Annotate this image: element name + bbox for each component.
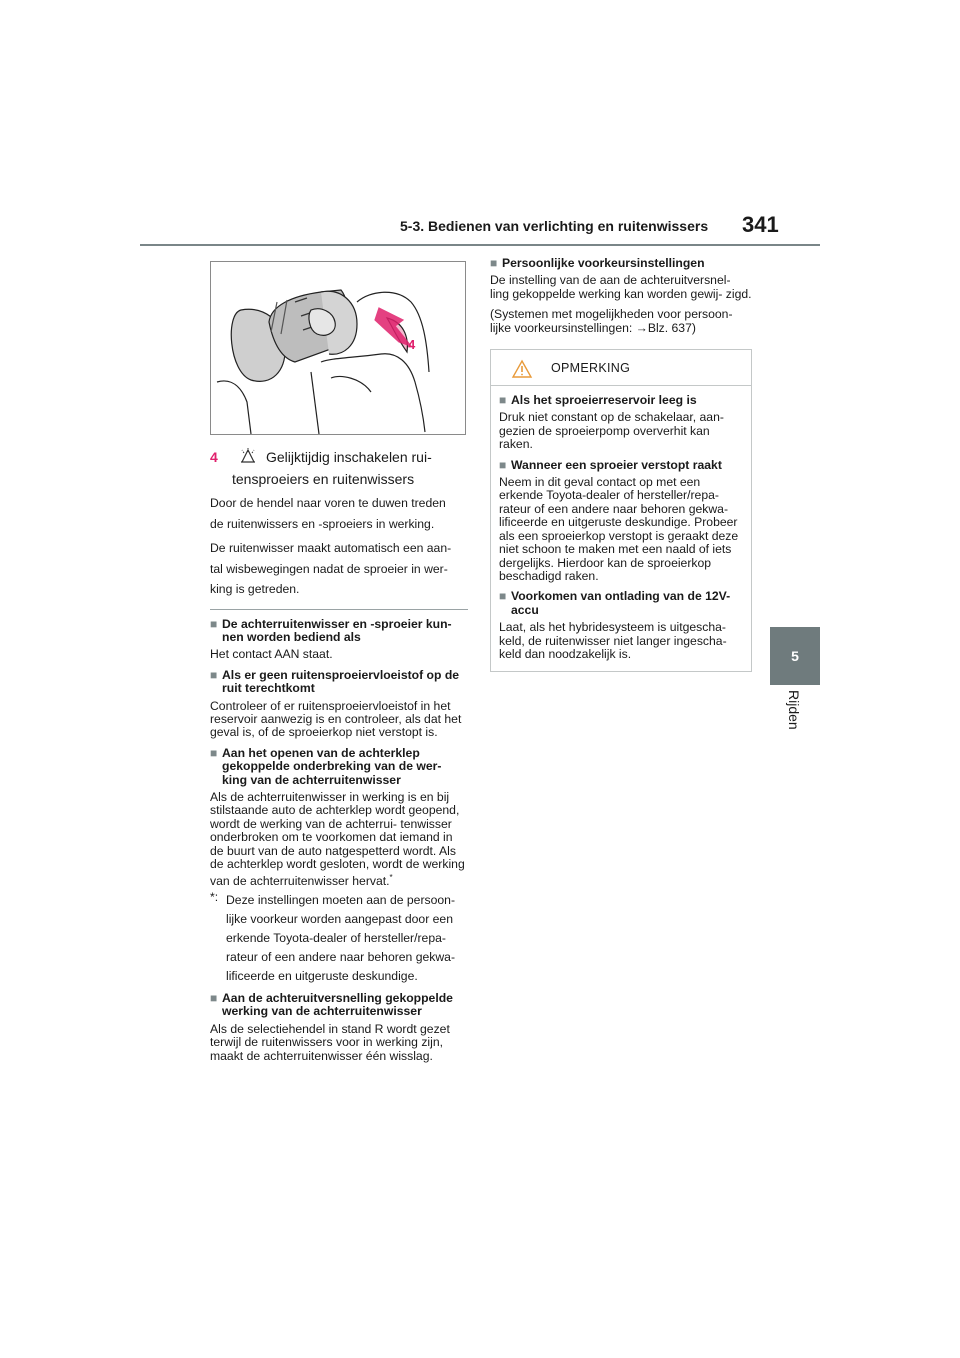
text-reservoir-empty: Druk niet constant op de schakelaar, aan- gezien de sproeierpomp oververhit kan raken. [499,410,724,452]
left-column [210,446,468,1070]
text-tailgate-interrupt: Als de achterruitenwisser in werking is en bij stilstaande auto de achterklep wordt geopend, wordt de werking van de achterrui- tenwisser onderbroken om te voorkomen dat iemand in de buurt van de auto natgespetterd wordt. Als de achterklep wordt gesloten, wordt de werking van de achterruitenwisser hervat.* [210,789,465,889]
text-reverse-wiper: Als de selectiehendel in stand R wordt gezet terwijl de ruitenwissers voor in werking zijn, maakt de achterruitenwisser één wisslag. [210,1021,450,1063]
washer-spray-icon [238,447,258,465]
heading-reservoir-empty: ■ Als het sproeierreservoir leeg is [499,393,697,408]
text-battery-discharge: Laat, als het hybridesysteem is uitgescha- keld, de ruitenwisser niet langer ingescha- keld dan noodzakelijk is. [499,620,727,661]
bullet-square: ■ [210,616,218,631]
heading-tailgate-interrupt: ■ Aan het openen van de achterklep gekoppelde onderbreking van de wer- king van de achterruitenwisser [210,745,442,787]
text-personal-settings-ref: (Systemen met mogelijkheden voor persoon- lijke voorkeursinstellingen: →Blz. 637) [490,307,733,335]
bullet-square: ■ [210,990,218,1005]
chapter-tab[interactable]: 5 [770,627,820,685]
text-operation-condition: Het contact AAN staat. [210,647,333,662]
footnote-text: Deze instellingen moeten aan de persoon- lijke voorkeur worden aangepast door een erkende Toyota-dealer of hersteller/repa- rateur of een andere naar behoren gekwa- lificeerde en uitgeruste deskundige. [226,892,456,983]
text-personal-settings: De instelling van de aan de achteruitversnel- ling gekoppelde werking kan worden gewij- zigd. [490,273,752,301]
wiper-lever-illustration [210,261,466,435]
bullet-square: ■ [490,256,498,270]
section-title: 5-3. Bedienen van verlichting en ruitenwissers [400,218,709,234]
header-rule [140,244,820,246]
page-number: 341 [742,212,779,237]
heading-no-washer-fluid: ■ Als er geen ruitensproeiervloeistof op de ruit terechtkomt [210,667,460,696]
bullet-square: ■ [210,745,218,760]
text-no-washer-fluid: Controleer of er ruitensproeiervloeistof in het reservoir aanwezig is en controleer, als dat het geval is, of de sproeierkop niet verstopt is. [210,698,462,740]
step-line-2: tensproeiers en ruitenwissers [232,471,415,487]
paragraph-1b: de ruitenwissers en -sproeiers in werking. [210,516,435,531]
heading-personal-settings: ■ Persoonlijke voorkeursinstellingen [490,256,705,270]
notice-label: OPMERKING [551,361,631,376]
step-number: 4 [210,449,218,465]
chapter-label [782,690,808,750]
notice-rule [491,385,751,386]
warning-triangle-icon [511,359,533,379]
heading-operation-condition: ■ De achterruitenwisser en -sproeier kun- nen worden bediend als [210,616,452,644]
paragraph-1a: Door de hendel naar voren te duwen treden [210,496,446,510]
chapter-label-text: Rijden [786,690,802,730]
paragraph-2b: tal wisbewegingen nadat de sproeier in wer- [210,561,448,576]
right-column [490,257,752,672]
bullet-square: ■ [499,457,507,472]
heading-battery-discharge: ■ Voorkomen van ontlading van de 12V-accu [499,589,731,617]
step-line-1: Gelijktijdig inschakelen rui- [266,449,432,465]
footnote [210,891,468,986]
bullet-square: ■ [499,393,507,408]
section-divider [210,609,468,610]
illustration-callout: 4 [408,337,416,352]
bullet-square: ■ [499,589,507,604]
footnote-mark: *: [210,889,219,904]
heading-nozzle-blocked: ■ Wanneer een sproeier verstopt raakt [499,457,722,472]
notice-box [490,349,752,672]
step-4 [210,446,468,490]
paragraph-2c: king is getreden. [210,582,300,596]
heading-reverse-wiper: ■ Aan de achteruitversnelling gekoppelde werking van de achterruitenwisser [210,990,453,1019]
text-nozzle-blocked: Neem in dit geval contact op met een erkende Toyota-dealer of hersteller/repa- rateur of een andere naar behoren gekwa- lificeerde en uitgeruste deskundige. Probeer als een sproeierkop verstopt is geraakt deze niet schoon te maken met een naald of iets dergelijks. Hierdoor kan de sproeierkop beschadigd raken. [499,475,739,583]
paragraph-2a: De ruitenwisser maakt automatisch een aan- [210,541,452,555]
bullet-square: ■ [210,667,218,682]
notice-header [499,350,743,383]
footnote-ref: * [389,873,393,883]
wiper-lever-drawing [211,262,465,434]
